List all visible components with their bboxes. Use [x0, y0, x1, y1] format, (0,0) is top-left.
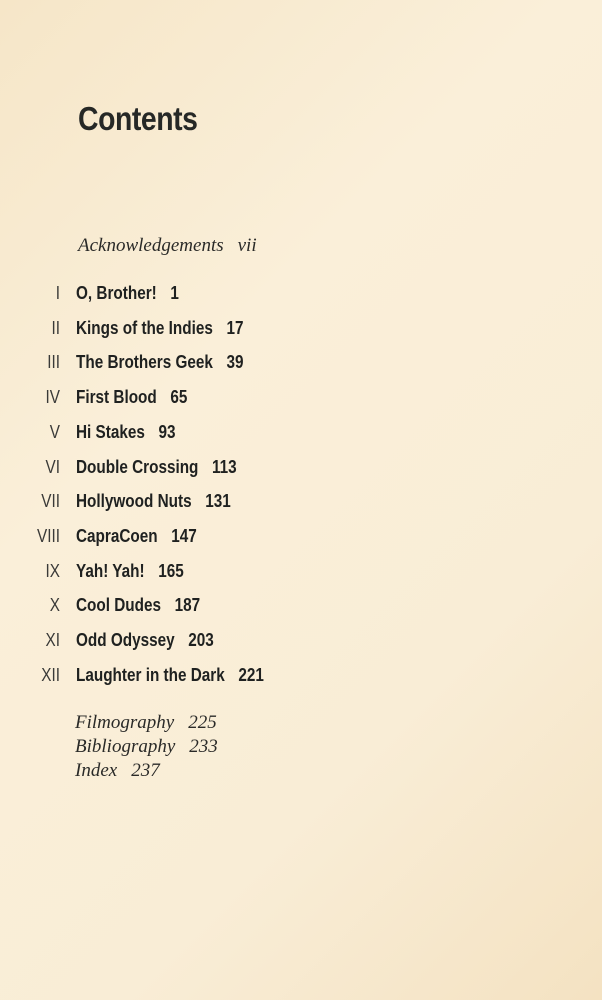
back-matter-page: 233 [189, 736, 218, 757]
chapter-numeral: XII [41, 665, 60, 685]
chapter-page: 203 [188, 630, 214, 650]
chapter-title-text: Double Crossing [76, 457, 199, 477]
chapter-title-text: CapraCoen [76, 526, 158, 546]
chapter-entry-6 [0, 457, 400, 487]
chapter-title [76, 665, 264, 686]
chapter-page: 165 [158, 561, 184, 581]
chapter-page: 221 [238, 665, 264, 685]
acknowledgements-label: Acknowledgements [78, 235, 224, 256]
chapter-numeral: IX [45, 561, 60, 581]
chapter-numeral: VII [41, 491, 60, 511]
chapter-entry-5 [0, 422, 400, 452]
chapter-numeral: XI [45, 630, 60, 650]
chapter-entry-3 [0, 352, 400, 382]
chapter-numeral: VIII [37, 526, 60, 546]
back-matter-page: 237 [131, 760, 160, 781]
chapter-title [76, 491, 231, 512]
chapter-entry-4 [0, 387, 400, 417]
chapter-page: 65 [170, 387, 188, 407]
chapter-numeral: IV [45, 387, 60, 407]
chapter-numeral: II [51, 318, 60, 338]
acknowledgements-page: vii [237, 235, 257, 256]
acknowledgements-entry [78, 235, 257, 257]
chapter-title [76, 422, 176, 443]
back-matter-entry-filmography [75, 712, 217, 734]
back-matter-entry-bibliography [75, 736, 218, 758]
chapter-title [76, 561, 184, 582]
chapter-title-text: Cool Dudes [76, 595, 162, 615]
page-title: Contents [78, 100, 198, 137]
chapter-entry-2 [0, 318, 400, 348]
chapter-title-text: Kings of the Indies [76, 318, 213, 338]
chapter-page: 93 [158, 422, 176, 442]
chapter-title [76, 283, 179, 304]
chapter-page: 17 [226, 318, 244, 338]
chapter-entry-9 [0, 561, 400, 591]
chapter-entry-7 [0, 491, 400, 521]
chapter-page: 1 [170, 283, 179, 303]
chapter-title-text: O, Brother! [76, 283, 157, 303]
chapter-title [76, 595, 200, 616]
back-matter-label: Index [75, 760, 118, 781]
back-matter-page: 225 [188, 712, 217, 733]
chapter-entry-8 [0, 526, 400, 556]
chapter-title [76, 387, 187, 408]
chapter-numeral: X [49, 595, 60, 615]
chapter-title [76, 318, 243, 339]
chapter-title-text: Odd Odyssey [76, 630, 175, 650]
chapter-page: 131 [205, 491, 231, 511]
chapter-page: 147 [171, 526, 197, 546]
chapter-title-text: Yah! Yah! [76, 561, 145, 581]
chapter-entry-12 [0, 665, 400, 695]
chapter-page: 39 [226, 352, 244, 372]
chapter-title-text: Hollywood Nuts [76, 491, 192, 511]
chapter-title [76, 630, 214, 651]
chapter-numeral: VI [45, 457, 60, 477]
chapter-title-text: Laughter in the Dark [76, 665, 225, 685]
chapter-entry-10 [0, 595, 400, 625]
back-matter-label: Bibliography [75, 736, 176, 757]
chapter-numeral: V [49, 422, 60, 442]
chapter-title [76, 352, 244, 373]
back-matter-label: Filmography [75, 712, 175, 733]
chapter-title-text: First Blood [76, 387, 157, 407]
chapter-entry-1 [0, 283, 400, 313]
back-matter-entry-index [75, 760, 160, 782]
chapter-title [76, 526, 197, 547]
chapter-page: 187 [174, 595, 201, 615]
chapter-entry-11 [0, 630, 400, 660]
chapter-title [76, 457, 237, 478]
chapter-title-text: Hi Stakes [76, 422, 145, 442]
chapter-title-text: The Brothers Geek [76, 352, 213, 372]
chapter-page: 113 [212, 457, 237, 477]
chapter-numeral: I [55, 283, 60, 303]
chapter-numeral: III [47, 352, 60, 372]
